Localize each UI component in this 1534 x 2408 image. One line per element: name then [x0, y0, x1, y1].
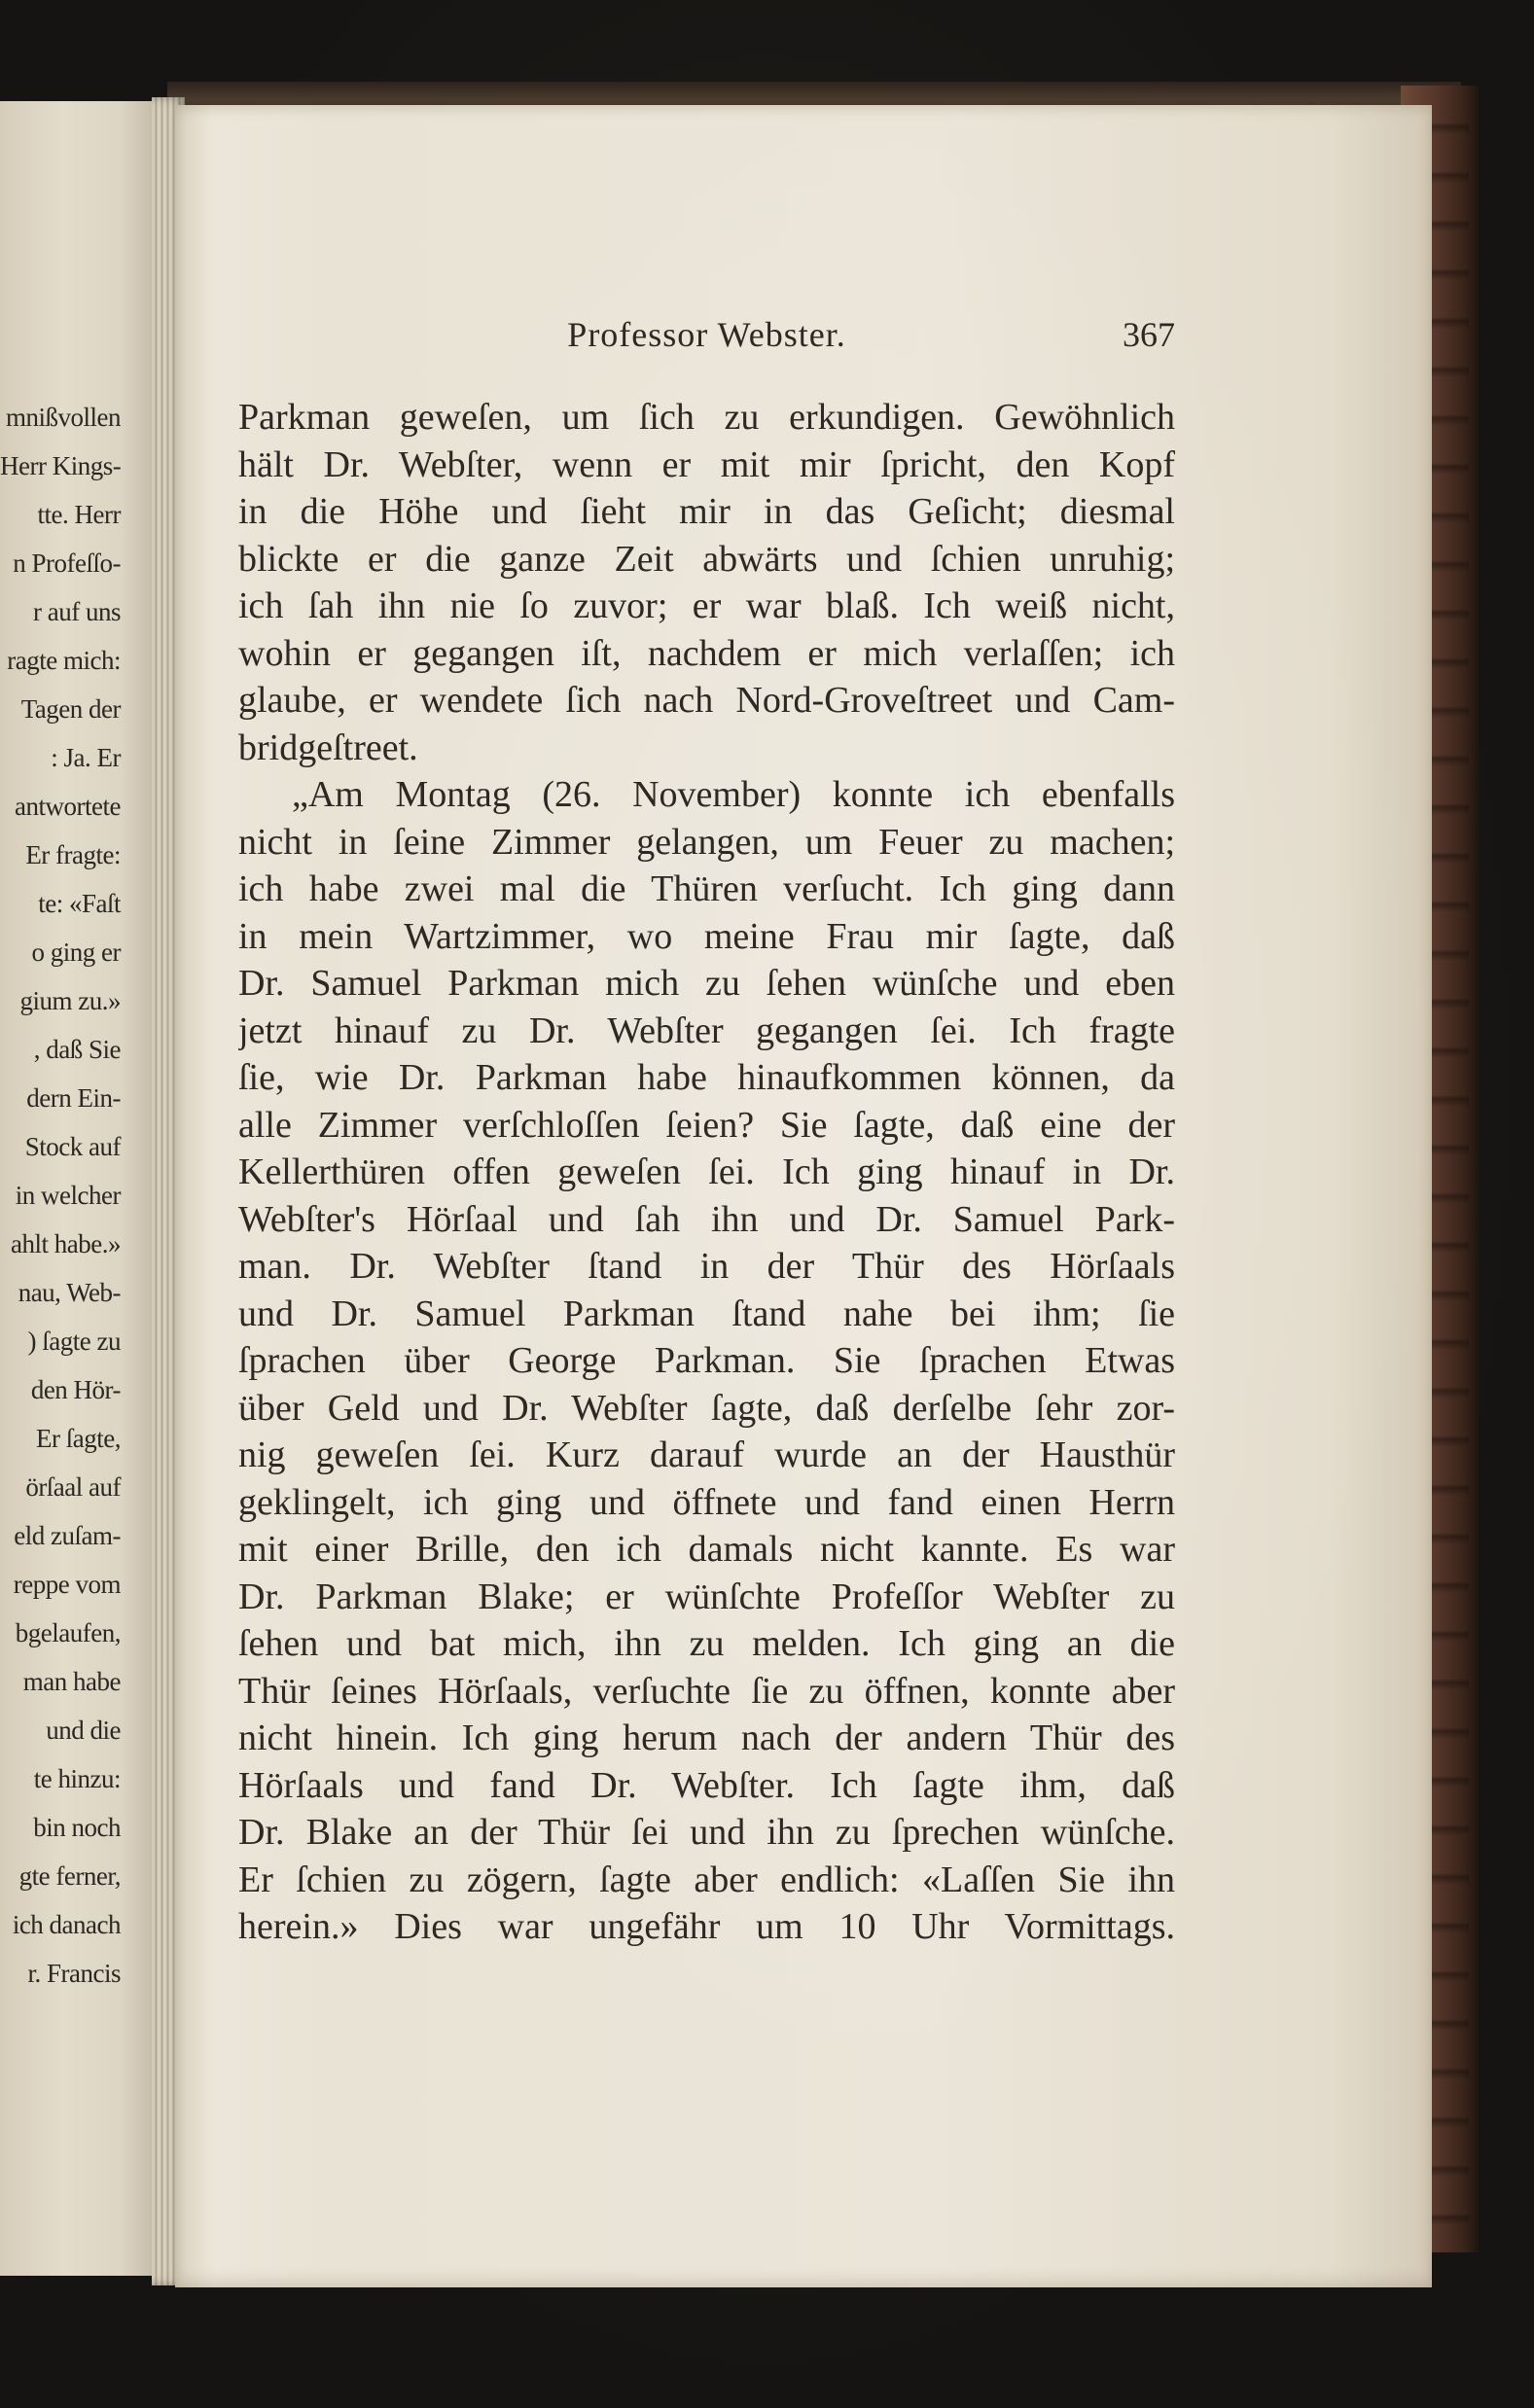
facing-line-fragment: ich danach [12, 1910, 121, 1939]
running-title: Professor Webster. [567, 315, 846, 354]
text-line: ich ſah ihn nie ſo zuvor; er war blaß. Ich weiß nicht, [238, 585, 1175, 626]
facing-line-fragment: in welcher [15, 1181, 121, 1210]
text-line: glaube, er wendete ſich nach Nord-Groveſtreet und Cam- [238, 680, 1175, 721]
facing-line-fragment: ragte mich: [7, 646, 121, 675]
facing-line-fragment: bin noch [33, 1813, 121, 1842]
facing-line-fragment: bgelaufen, [15, 1618, 121, 1647]
facing-line-fragment: und die [46, 1716, 121, 1745]
text-line: Kellerthüren offen geweſen ſei. Ich ging hinauf in Dr. [238, 1151, 1175, 1192]
text-line: hält Dr. Webſter, wenn er mit mir ſpricht, den Kopf [238, 443, 1175, 485]
text-line: Webſter's Hörſaal und ſah ihn und Dr. Samuel Park- [238, 1198, 1175, 1240]
text-line: Dr. Samuel Parkman mich zu ſehen wünſche und eben [238, 963, 1175, 1004]
text-line: nicht hinein. Ich ging herum nach der andern Thür des [238, 1717, 1175, 1758]
text-line: ſie, wie Dr. Parkman habe hinaufkommen können, da [238, 1057, 1175, 1098]
facing-line-fragment: ahlt habe.» [11, 1229, 121, 1258]
facing-page-text [0, 393, 121, 1998]
facing-line-fragment: Tagen der [20, 694, 121, 724]
page-number: 367 [1123, 315, 1175, 354]
facing-line-fragment: Stock auf [24, 1132, 121, 1161]
text-line: wohin er gegangen iſt, nachdem er mich verlaſſen; ich [238, 632, 1175, 674]
text-line: in mein Wartzimmer, wo meine Frau mir ſagte, daß [238, 915, 1175, 957]
text-line: Parkman geweſen, um ſich zu erkundigen. Gewöhnlich [238, 397, 1175, 438]
text-line: Hörſaals und fand Dr. Webſter. Ich ſagte ihm, daß [238, 1764, 1175, 1806]
facing-line-fragment: o ging er [31, 938, 121, 967]
facing-line-fragment: man habe [22, 1667, 121, 1696]
text-line: und Dr. Samuel Parkman ſtand nahe bei ihm; ſie [238, 1293, 1175, 1334]
text-line: ich habe zwei mal die Thüren verſucht. Ich ging dann [238, 868, 1175, 909]
text-line: Dr. Blake an der Thür ſei und ihn zu ſprechen wünſche. [238, 1812, 1175, 1853]
text-line: nig geweſen ſei. Kurz darauf wurde an der Hausthür [238, 1434, 1175, 1475]
facing-line-fragment: Herr Kings- [0, 451, 122, 480]
facing-line-fragment: : Ja. Er [51, 743, 121, 772]
facing-line-fragment: nau, Web- [18, 1278, 121, 1307]
facing-line-fragment: örſaal auf [25, 1472, 121, 1502]
text-line: Dr. Parkman Blake; er wünſchte Profeſſor Webſter zu [238, 1576, 1175, 1617]
facing-line-fragment: dern Ein- [26, 1083, 121, 1113]
facing-line-fragment: te: «Faſt [38, 889, 121, 918]
text-line: jetzt hinauf zu Dr. Webſter gegangen ſei. Ich fragte [238, 1009, 1175, 1051]
facing-line-fragment: r auf uns [33, 597, 121, 626]
facing-line-fragment: gium zu.» [19, 986, 121, 1015]
facing-line-fragment: tte. Herr [37, 500, 121, 529]
text-line: bridgeſtreet. [238, 726, 418, 768]
text-line: ſprachen über George Parkman. Sie ſprachen Etwas [238, 1340, 1175, 1381]
running-head [238, 311, 1175, 359]
body-text [238, 394, 1175, 1951]
text-line: in die Höhe und ſieht mir in das Geſicht; diesmal [238, 491, 1175, 532]
paragraph-testimony [238, 771, 1175, 1951]
facing-line-fragment: ) ſagte zu [27, 1327, 121, 1356]
text-line: mit einer Brille, den ich damals nicht kannte. Es war [238, 1529, 1175, 1570]
text-line: „Am Montag (26. November) konnte ich ebenfalls [292, 774, 1175, 815]
facing-line-fragment: n Profeſſo- [13, 549, 121, 578]
text-line: Er ſchien zu zögern, ſagte aber endlich: «Laſſen Sie ihn [238, 1859, 1175, 1900]
facing-line-fragment: r. Francis [27, 1959, 121, 1988]
facing-line-fragment: gte ferner, [18, 1861, 121, 1891]
facing-line-fragment: Er fragte: [25, 840, 121, 869]
paragraph-continued [238, 394, 1175, 771]
text-line: blickte er die ganze Zeit abwärts und ſchien unruhig; [238, 538, 1175, 580]
text-line: geklingelt, ich ging und öffnete und fand einen Herrn [238, 1481, 1175, 1523]
facing-line-fragment: antwortete [15, 792, 121, 821]
text-line: herein.» Dies war ungefähr um 10 Uhr Vormittags. [238, 1906, 1175, 1947]
facing-line-fragment: te hinzu: [33, 1764, 121, 1793]
facing-line-fragment: Er ſagte, [36, 1424, 121, 1453]
text-line: ſehen und bat mich, ihn zu melden. Ich ging an die [238, 1623, 1175, 1664]
text-line: nicht in ſeine Zimmer gelangen, um Feuer zu machen; [238, 821, 1175, 863]
facing-line-fragment: eld zuſam- [14, 1521, 121, 1550]
text-line: man. Dr. Webſter ſtand in der Thür des Hörſaals [238, 1246, 1175, 1287]
text-line: Thür ſeines Hörſaals, verſuchte ſie zu öffnen, konnte aber [238, 1670, 1175, 1712]
text-line: über Geld und Dr. Webſter ſagte, daß derſelbe ſehr zor- [238, 1387, 1175, 1429]
facing-line-fragment: mnißvollen [6, 403, 121, 432]
facing-line-fragment: den Hör- [30, 1375, 121, 1404]
facing-page [0, 101, 156, 2276]
text-line: alle Zimmer verſchloſſen ſeien? Sie ſagte, daß eine der [238, 1104, 1175, 1146]
facing-line-fragment: reppe vom [13, 1570, 121, 1599]
facing-line-fragment: , daß Sie [33, 1035, 121, 1064]
book-page [175, 105, 1432, 2287]
